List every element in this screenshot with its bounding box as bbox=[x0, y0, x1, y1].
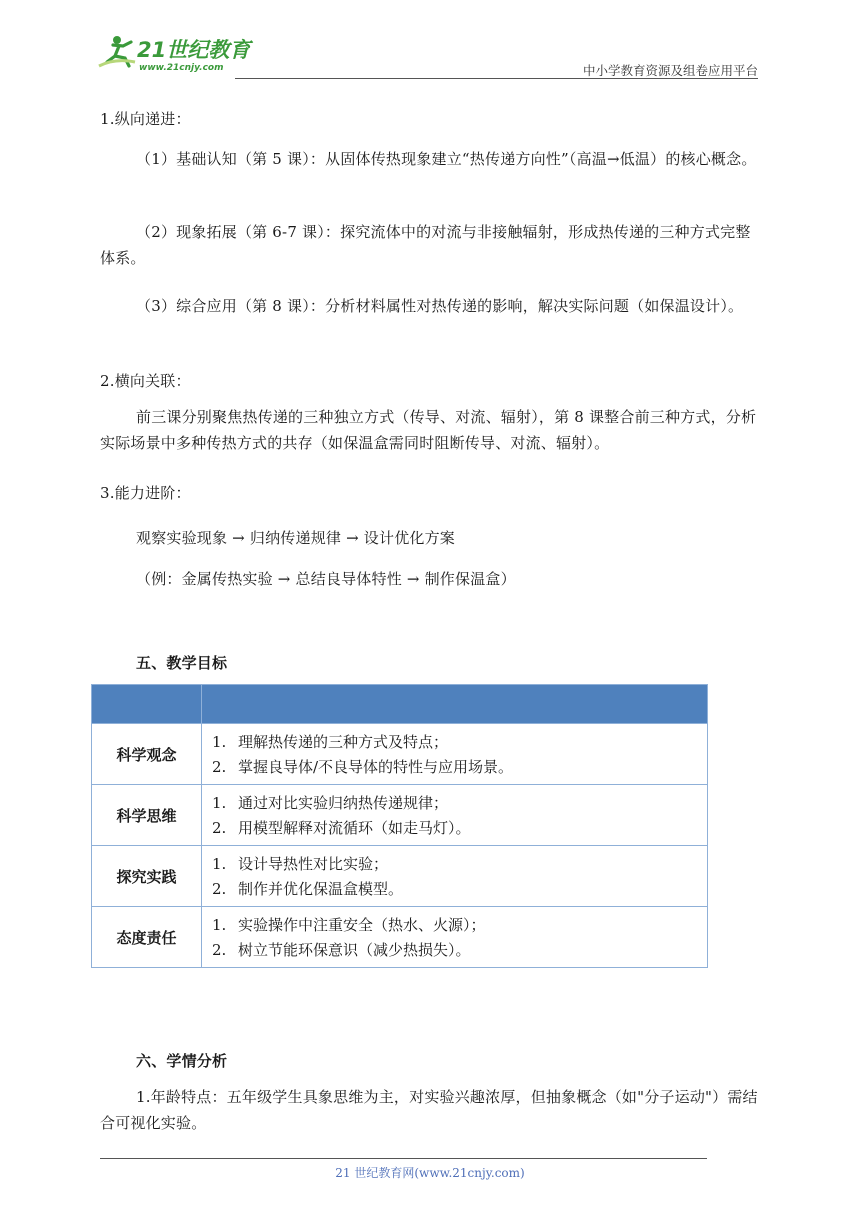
paragraph-horizontal-body: 前三课分别聚焦热传递的三种独立方式（传导、对流、辐射），第 8 课整合前三种方式，分析实际场景中多种传热方式的共存（如保温盒需同时阻断传导、对流、辐射）。 bbox=[100, 408, 757, 452]
paragraph-step2: （2）现象拓展（第 6-7 课）：探究流体中的对流与非接触辐射，形成热传递的三种方式完整体系。 bbox=[100, 223, 751, 267]
goal-item: 1. 理解热传递的三种方式及特点； bbox=[212, 733, 449, 751]
logo-text: 21世纪教育 bbox=[137, 38, 251, 62]
goal-item: 2. 用模型解释对流循环（如走马灯）。 bbox=[212, 819, 471, 837]
goal-item: 1. 通过对比实验归纳热传递规律； bbox=[212, 794, 449, 812]
section-title-goals: 五、教学目标 bbox=[136, 654, 228, 672]
paragraph-vertical: 1.纵向递进： bbox=[100, 110, 191, 128]
header-divider bbox=[235, 78, 758, 79]
goal-item: 2. 制作并优化保温盒模型。 bbox=[212, 880, 404, 898]
paragraph-age: 1.年龄特点：五年级学生具象思维为主，对实验兴趣浓厚，但抽象概念（如"分子运动"）需结合可视化实验。 bbox=[100, 1088, 758, 1132]
goal-category: 探究实践 bbox=[92, 846, 202, 907]
section-title-analysis: 六、学情分析 bbox=[136, 1052, 228, 1070]
goal-item: 2. 树立节能环保意识（减少热损失）。 bbox=[212, 941, 471, 959]
footer-text: 21 世纪教育网(www.21cnjy.com) bbox=[335, 1166, 525, 1180]
goal-category: 科学思维 bbox=[92, 785, 202, 846]
platform-name: 中小学教育资源及组卷应用平台 bbox=[582, 63, 758, 78]
paragraph-ability-example: （例：金属传热实验 → 总结良导体特性 → 制作保温盒） bbox=[136, 570, 516, 588]
footer-divider bbox=[100, 1158, 707, 1159]
goal-item: 1. 设计导热性对比实验； bbox=[212, 855, 389, 873]
table-row bbox=[92, 846, 708, 907]
goals-table bbox=[91, 684, 708, 968]
paragraph-horizontal: 2.横向关联： bbox=[100, 372, 191, 390]
goal-category: 态度责任 bbox=[92, 907, 202, 968]
paragraph-step3: （3）综合应用（第 8 课）：分析材料属性对热传递的影响，解决实际问题（如保温设计）。 bbox=[136, 297, 744, 315]
paragraph-ability-chain: 观察实验现象 → 归纳传递规律 → 设计优化方案 bbox=[136, 529, 456, 547]
paragraph-step1: （1）基础认知（第 5 课）：从固体传热现象建立“热传递方向性”（高温→低温）的核心概念。 bbox=[136, 150, 757, 168]
logo-url: www.21cnjy.com bbox=[139, 63, 224, 73]
goal-item: 2. 掌握良导体/不良导体的特性与应用场景。 bbox=[212, 758, 514, 776]
paragraph-ability: 3.能力进阶： bbox=[100, 484, 191, 502]
table-row bbox=[92, 785, 708, 846]
goal-category: 科学观念 bbox=[92, 724, 202, 785]
page-header bbox=[95, 28, 758, 80]
goal-item: 1. 实验操作中注重安全（热水、火源）； bbox=[212, 916, 486, 934]
table-row bbox=[92, 907, 708, 968]
table-header-row bbox=[92, 685, 708, 724]
table-row bbox=[92, 724, 708, 785]
site-logo bbox=[95, 32, 265, 74]
